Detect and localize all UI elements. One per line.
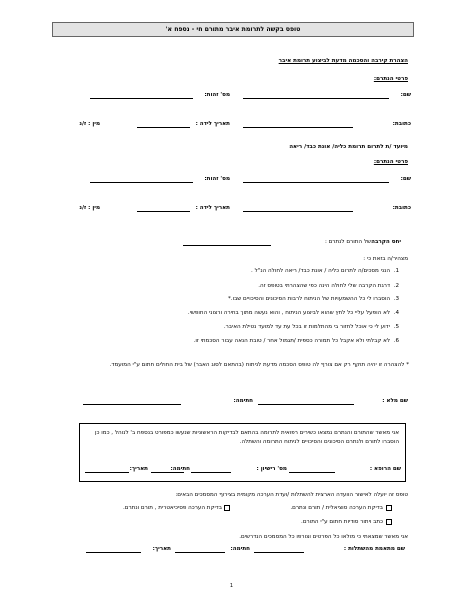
doctor-name-label: שם הרופא : [369,466,401,472]
checkbox-social-evaluation[interactable] [386,505,392,511]
relation-suffix: של התורם לנתרם : [324,239,371,245]
recipient-name-label: שם: [400,92,411,98]
declaration-heading: הצהרת קירבה והסכמה מדעת לביצוע תרומת איבר [278,58,408,64]
committee-intro: טופס זה יועלה לאישור הוועדה הארצית להשתלות /ועדת הערכה מקומית בצירוף המסמכים הבאים: [175,492,408,498]
confirm-text: אני מאשר שמצאתי כי מולאו כל הפרטים וצורפו כל המסמכים הנדרשים. [239,534,408,540]
declare-intro: מצהיר/ה בזאת כי : [363,256,408,262]
doctor-name-field[interactable] [289,472,335,473]
donor-address-field[interactable] [243,211,353,212]
item-1-number: 1. [393,268,399,274]
item-5-text: ידוע לי כי אוכל לחזור בי מהתלמות זו בכל עת עד למועד נטילת האיבר. [223,324,390,330]
footnote: * להצהרה זו יהיה תוקף רק אם צורף לה טופס הסכמה מדעת לניתוח (בהתאם לסוג האבר) של בית החולים חתום ע"י המועמד. [109,362,409,368]
coordinator-signature-field[interactable] [175,552,225,553]
recipient-name-field[interactable] [243,98,389,99]
donor-name-label: שם: [400,176,411,182]
donor-sex-label: מין : ז/נ [79,205,100,211]
checkbox-psychiatric-evaluation[interactable] [224,505,230,511]
donor-dob-field[interactable] [137,211,190,212]
donor-address-label: כתובת: [392,205,411,211]
coordinator-field[interactable] [254,552,304,553]
option-social-evaluation: בדיקת הערכה סוציאלית / תורם ונתרם. [290,505,383,511]
recipient-sex-label: מין : ז/נ [79,121,100,127]
donor-id-label: מס' זהות: [204,176,230,182]
relation-field[interactable] [183,245,271,246]
recipient-id-label: מס' זהות: [204,92,230,98]
doctor-date-field[interactable] [85,472,129,473]
license-label: מס' רישיון : [256,466,287,472]
donor-name-field[interactable] [243,182,389,183]
item-2-text: דרגת הקרבה שלי לחולה הינה כפי שהצהרתי בטופס זה. [258,283,390,289]
page-number: 1 [229,583,234,589]
relation-label: יחס הקרבה [371,239,401,245]
donor-section-title: פרטי הנתרם: [373,159,408,165]
item-3-number: 3. [393,296,399,302]
coordinator-date-label: תאריך: [152,546,171,552]
license-field[interactable] [191,472,231,473]
donor-heading: מיועד /ת לתרום תרומת כליה/ אונת כבד/ ריאה [289,144,408,150]
coordinator-label: שם מתאמת מהשתלות : [343,546,405,552]
item-4-number: 4. [393,310,399,316]
form-title: טופס בקשה לתרומת איבר מתורם חי - נספח א' [165,26,301,33]
recipient-address-field[interactable] [243,127,353,128]
signature-1-field[interactable] [83,404,181,405]
recipient-address-label: כתובת: [392,121,411,127]
doctor-date-label: תאריך: [129,466,148,472]
option-confidentiality-waiver: כתב ויתור סודיות חתום ע"י התורם. [301,519,383,525]
recipient-dob-field[interactable] [137,127,190,128]
doctor-signature-label: חתימה: [170,466,190,472]
doctor-signature-field[interactable] [151,472,184,473]
full-name-field[interactable] [258,404,354,405]
coordinator-signature-label: חתימה: [230,546,250,552]
recipient-id-field[interactable] [90,98,193,99]
item-5-number: 5. [393,324,399,330]
doctor-approval-text: אני מאשר שהתורם והנתרם נמצאו כשירים רפואית לתרומה בהתאם לבדיקות הראשוניות שנעשו כמפורט בנספח ב' לנוהל , כמו כן הוסברו לתורם ולנתרם הסיכונים והסיכויים לניתוח התרומה והשתלה. [94,430,399,445]
signature-1-label: חתימה: [233,398,253,404]
full-name-label: שם מלא : [382,398,408,404]
item-3-text: הוסברו לי כל ההשמעויות של הניתוח לרבות הסיכונים והסיכויים שבו.* [227,296,390,302]
item-4-text: לא הופעל עליי כל לחץ שהוא לביצוע הניתוח , והוא נעשה מתוך בחירה ורצוני החופשי. [187,310,390,316]
checkbox-confidentiality-waiver[interactable] [386,519,392,525]
item-1-text: הנני מסכים/ה לתרום כליה / אונת כבד/ ריאה לחולה הנ"ל . [251,268,390,274]
item-2-number: 2. [393,283,399,289]
recipient-dob-label: תאריך לידה : [195,121,230,127]
donor-dob-label: תאריך לידה : [195,205,230,211]
item-6-number: 6. [393,338,399,344]
coordinator-date-field[interactable] [86,552,141,553]
item-6-text: לא קבלתי ולא אקבל כל תמורה כספית /תגמול אחר / טובת הנאה עבור הסכמתי זו. [193,338,390,344]
option-psychiatric-evaluation: בדיקת הערכה פסיכיאטרית , תורם ונתרם. [123,505,222,511]
recipient-section-title: פרטי הנתרם: [373,76,408,82]
donor-id-field[interactable] [90,182,193,183]
